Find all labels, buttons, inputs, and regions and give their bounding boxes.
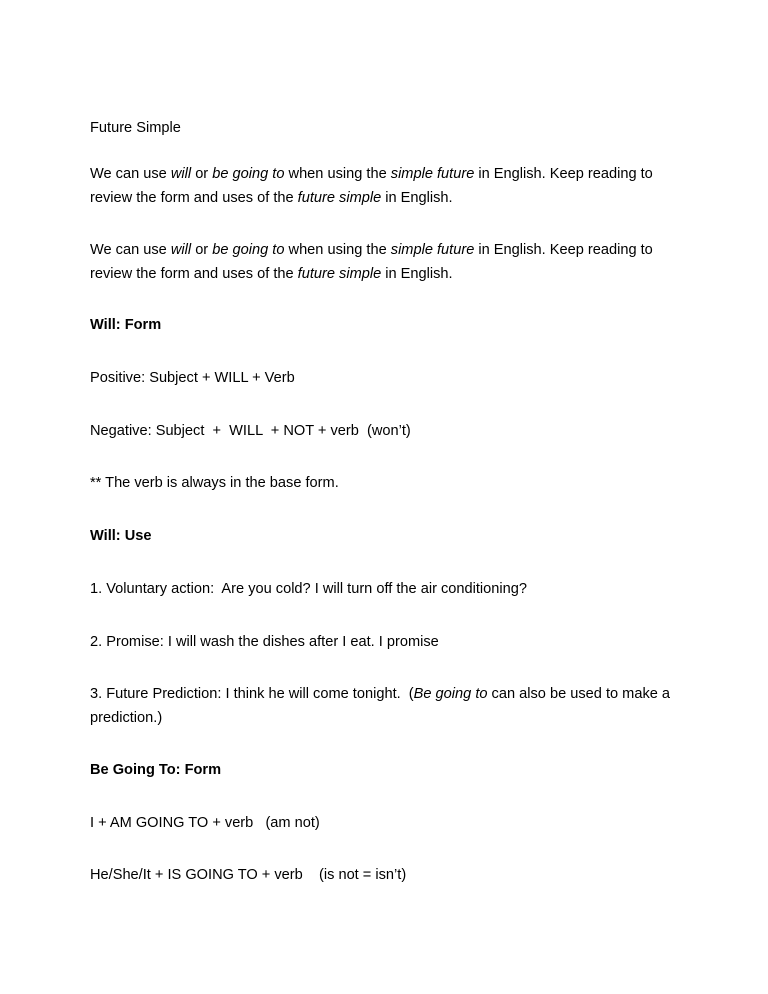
- italic-run: future simple: [297, 266, 382, 282]
- text-run: can also be used to make a prediction.): [90, 686, 675, 726]
- will-use-heading: Will: Use: [90, 528, 152, 544]
- text-run: in English. Keep reading to review the form and uses of the: [90, 166, 657, 206]
- text-run: We can use: [90, 242, 171, 258]
- will-use-item-voluntary: 1. Voluntary action: Are you cold? I will turn off the air conditioning?: [90, 581, 527, 597]
- text-run: in English.: [381, 266, 453, 282]
- going-to-rule-i: I + AM GOING TO + verb (am not): [90, 815, 320, 831]
- text-run: when using the: [284, 166, 391, 182]
- italic-run: be going to: [212, 242, 285, 258]
- going-to-form-heading: Be Going To: Form: [90, 762, 222, 778]
- italic-run: will: [170, 242, 192, 258]
- will-positive-rule: Positive: Subject + WILL + Verb: [90, 370, 295, 386]
- intro-paragraph: [90, 162, 682, 210]
- will-use-item-prediction: [90, 682, 682, 730]
- text-run: or: [191, 242, 213, 258]
- text-run: or: [191, 166, 213, 182]
- intro-paragraph-repeat: [90, 238, 682, 286]
- going-to-rule-he-she-it: He/She/It + IS GOING TO + verb (is not = isn’t): [90, 867, 407, 883]
- italic-run: be going to: [212, 166, 285, 182]
- italic-run: Be going to: [413, 686, 488, 702]
- italic-run: future simple: [297, 190, 382, 206]
- text-run: We can use: [90, 166, 171, 182]
- document-title: Future Simple: [90, 120, 181, 136]
- will-negative-rule: Negative: Subject + WILL + NOT + verb (won’t): [90, 423, 411, 439]
- text-run: 3. Future Prediction: I think he will come tonight. (: [90, 686, 414, 702]
- will-use-item-promise: 2. Promise: I will wash the dishes after I eat. I promise: [90, 634, 439, 650]
- italic-run: simple future: [390, 242, 475, 258]
- will-form-heading: Will: Form: [90, 317, 162, 333]
- italic-run: will: [170, 166, 192, 182]
- text-run: in English. Keep reading to review the form and uses of the: [90, 242, 657, 282]
- will-base-form-note: ** The verb is always in the base form.: [90, 475, 339, 491]
- text-run: in English.: [381, 190, 453, 206]
- text-run: when using the: [284, 242, 391, 258]
- italic-run: simple future: [390, 166, 475, 182]
